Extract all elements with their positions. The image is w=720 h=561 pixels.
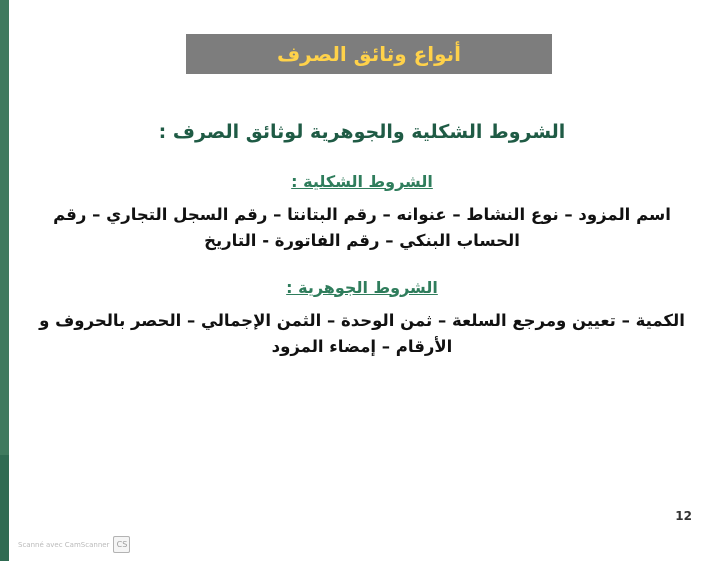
camscanner-badge-icon: CS bbox=[113, 536, 130, 553]
body-substantive-conditions: الكمية – تعيين ومرجع السلعة – ثمن الوحدة – الثمن الإجمالي – الحصر بالحروف و الأرقام – إمضاء المزود bbox=[39, 311, 685, 356]
body-formal-conditions: اسم المزود – نوع النشاط – عنوانه – رقم البتانتا – رقم السجل التجاري – رقم الحساب البنكي – رقم الفاتورة - التاريخ bbox=[53, 205, 671, 250]
title-banner bbox=[186, 34, 552, 74]
left-accent-bar-lower bbox=[0, 455, 9, 561]
subheading-substantive-conditions: الشروط الجوهرية : bbox=[286, 277, 438, 297]
page-number: 12 bbox=[675, 509, 692, 523]
watermark-text: Scanné avec CamScanner bbox=[18, 540, 110, 549]
main-heading: الشروط الشكلية والجوهرية لوثائق الصرف : bbox=[158, 121, 566, 143]
page-title: أنواع وثائق الصرف bbox=[276, 42, 462, 66]
subheading-formal-conditions: الشروط الشكلية : bbox=[291, 171, 433, 191]
watermark bbox=[18, 536, 130, 553]
slide-content bbox=[20, 120, 704, 359]
